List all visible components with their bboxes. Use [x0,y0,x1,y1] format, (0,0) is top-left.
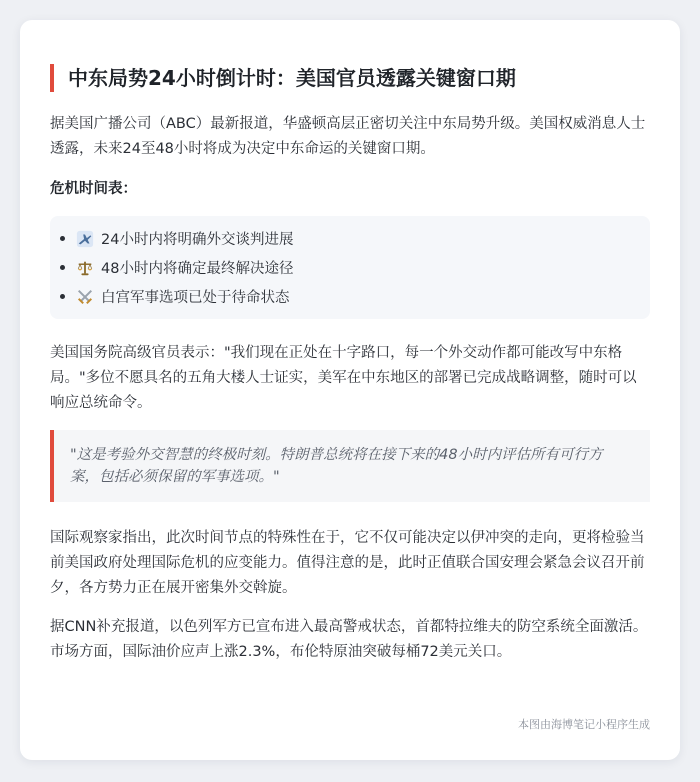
body-paragraph: 国际观察家指出，此次时间节点的特殊性在于，它不仅可能决定以伊冲突的走向，更将检验当前美国政府处理国际危机的应变能力。值得注意的是，此时正值联合国安理会紧急会议召开前夕，各方势力正在展开密集外交斡旋。 [50,530,645,596]
body-paragraph: 美国国务院高级官员表示："我们现在正处在十字路口，每一个外交动作都可能改写中东格局。"多位不愿具名的五角大楼人士证实，美军在中东地区的部署已完成战略调整，随时可以响应总统命令。 [50,345,637,411]
timeline-list [58,224,650,311]
list-item [58,253,650,282]
article-title: 中东局势24小时倒计时：美国官员透露关键窗口期 [50,64,650,92]
quote-block: "这是考验外交智慧的终极时刻。特朗普总统将在接下来的48小时内评估所有可行方案，包括必须保留的军事选项。" [50,430,650,502]
footer-credit: 本图由海博笔记小程序生成 [518,718,650,731]
timeline-box [50,216,650,319]
list-item [58,282,650,311]
timeline-item-text: 24小时内将明确外交谈判进展 [101,232,294,248]
timeline-item-text: 白宫军事选项已处于待命状态 [101,290,290,306]
airplane-icon [76,230,94,248]
timeline-heading: 危机时间表： [50,181,137,197]
list-item [58,224,650,253]
crossed-swords-icon [76,288,94,306]
body-paragraph: 据CNN补充报道，以色列军方已宣布进入最高警戒状态，首都特拉维夫的防空系统全面激活。市场方面，国际油价应声上涨2.3%，布伦特原油突破每桶72美元关口。 [50,619,648,660]
article-card [20,20,680,760]
intro-paragraph: 据美国广播公司（ABC）最新报道，华盛顿高层正密切关注中东局势升级。美国权威消息人士透露，未来24至48小时将成为决定中东命运的关键窗口期。 [50,116,646,157]
timeline-item-text: 48小时内将确定最终解决途径 [101,261,294,277]
scales-icon [76,259,94,277]
